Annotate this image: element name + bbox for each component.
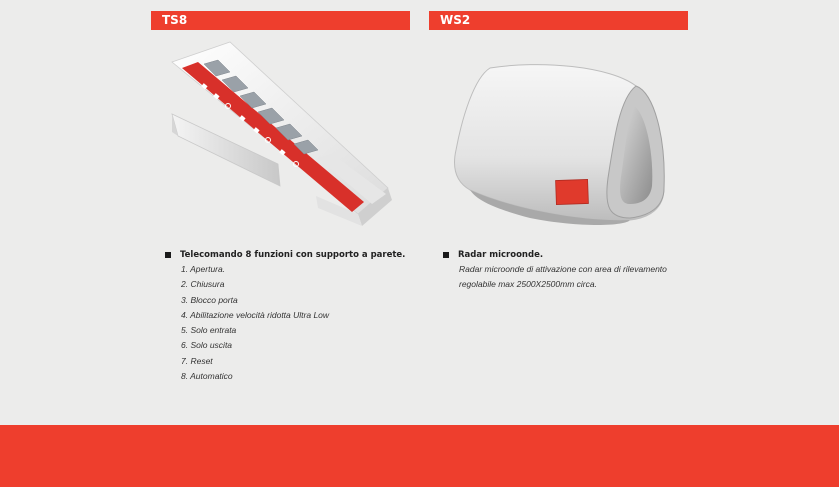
- bullet-icon: [165, 252, 171, 258]
- ws2-body: [443, 262, 723, 293]
- ws2-radar-sensor-image: [450, 58, 668, 230]
- ts8-function-list: [165, 262, 425, 384]
- ts8-remote-control-image: [168, 36, 404, 232]
- list-item: 2. Chiusura: [181, 279, 225, 290]
- ws2-description: [443, 249, 723, 293]
- product-code-ts8: TS8: [162, 13, 188, 27]
- ts8-description: [165, 249, 425, 384]
- list-item: 6. Solo uscita: [181, 340, 233, 351]
- ws2-body-line: Radar microonde di attivazione con area di rilevamento: [459, 264, 667, 274]
- list-item: 3. Blocco porta: [181, 294, 238, 305]
- list-item: 8. Automatico: [181, 371, 233, 382]
- ws2-title-text: Radar microonde.: [458, 250, 544, 260]
- product-code-ws2: WS2: [440, 13, 471, 27]
- ts8-title: [165, 249, 425, 261]
- ws2-title: [443, 249, 723, 261]
- footer-band: [0, 425, 839, 487]
- list-item: 4. Abilitazione velocità ridotta Ultra Low: [181, 309, 330, 320]
- list-item: 5. Solo entrata: [181, 325, 237, 336]
- product-header-ws2: [429, 11, 688, 30]
- product-header-ts8: [151, 11, 410, 30]
- bullet-icon: [443, 252, 449, 258]
- list-item: 7. Reset: [181, 355, 213, 366]
- list-item: 1. Apertura.: [181, 264, 226, 274]
- ts8-title-text: Telecomando 8 funzioni con supporto a parete.: [180, 250, 406, 260]
- ws2-body-line: regolabile max 2500X2500mm circa.: [459, 279, 597, 290]
